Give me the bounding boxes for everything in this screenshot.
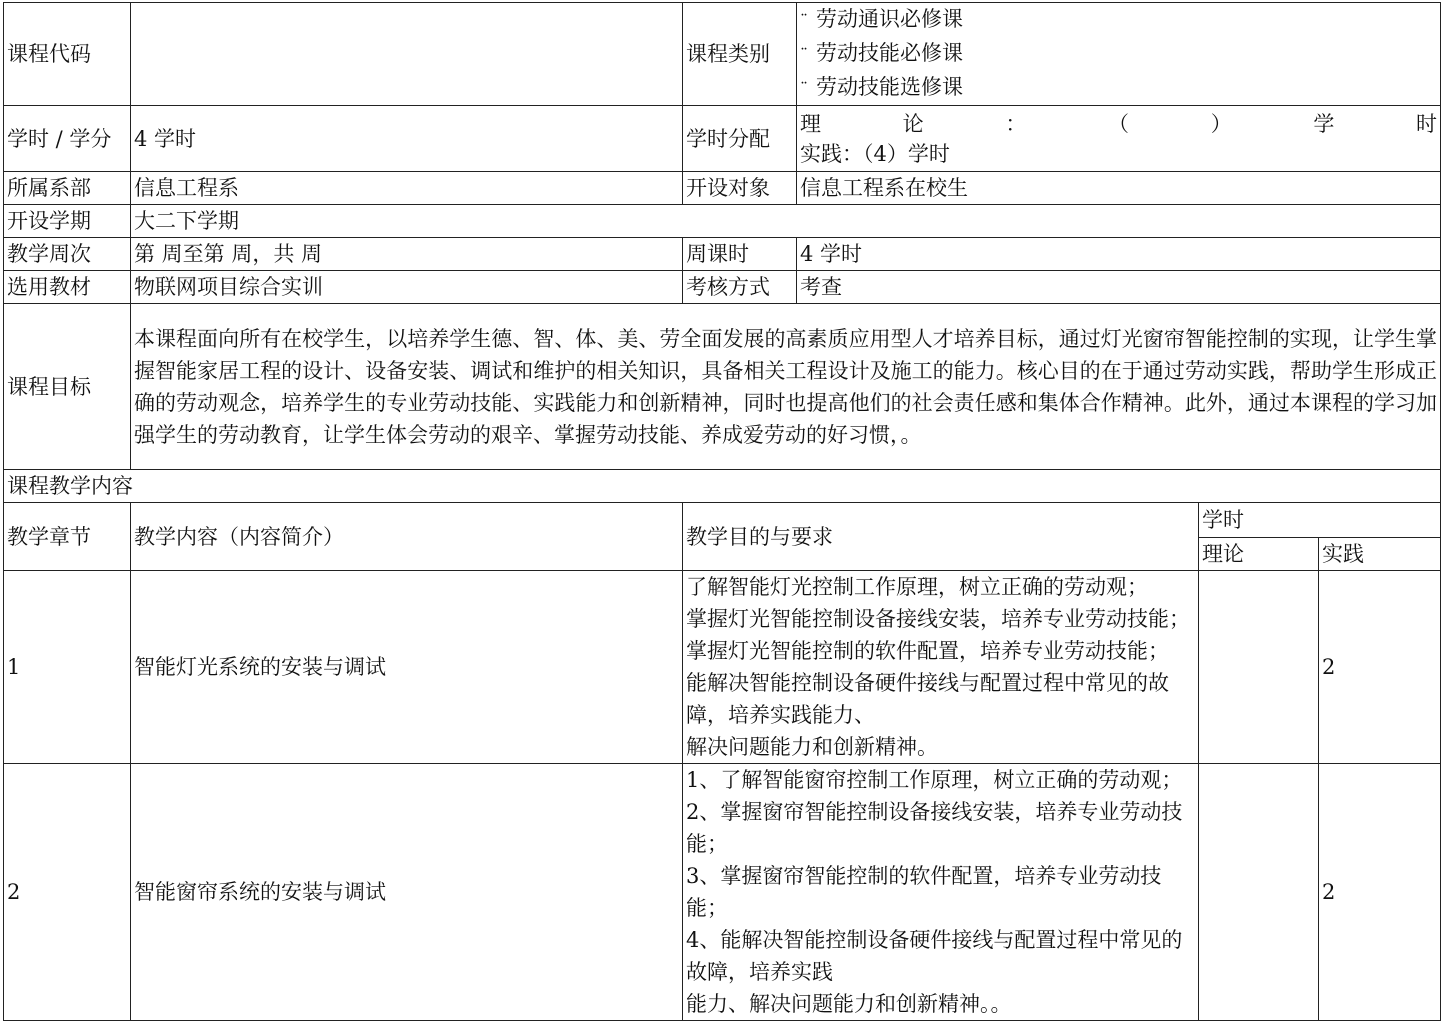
audience-value: 信息工程系在校生	[797, 172, 1441, 205]
hours-dist-label: 学时分配	[683, 106, 797, 172]
textbook-value: 物联网项目综合实训	[131, 271, 683, 304]
checkbox-icon: ¨	[800, 79, 808, 98]
table-row	[4, 571, 1441, 764]
chapter-goals	[683, 764, 1199, 1021]
goal-line: 1、了解智能窗帘控制工作原理，树立正确的劳动观；	[686, 768, 1183, 792]
course-syllabus-document	[3, 2, 1441, 1021]
hours-dist-value	[797, 106, 1441, 172]
goal-line: 4、能解决智能控制设备硬件接线与配置过程中常见的故障，培养实践	[686, 928, 1183, 984]
row-course-objective	[4, 304, 1441, 470]
goal-line: 解决问题能力和创新精神。	[686, 735, 938, 759]
goal-line: 能解决智能控制设备硬件接线与配置过程中常见的故障，培养实践能力、	[686, 671, 1169, 727]
row-hours-credit	[4, 106, 1441, 172]
department-value: 信息工程系	[131, 172, 683, 205]
course-type-label: 课程类别	[683, 3, 797, 106]
chapter-goals	[683, 571, 1199, 764]
header-content: 教学内容（内容简介）	[131, 503, 683, 571]
hours-dist-theory: 理 论 ： （ ） 学 时	[800, 111, 1438, 136]
course-syllabus-table	[3, 2, 1441, 1021]
course-type-option[interactable]: ¨ 劳动技能选修课	[800, 75, 963, 99]
practice-hours: 2	[1319, 571, 1441, 764]
header-chapter: 教学章节	[4, 503, 131, 571]
chapter-number: 1	[4, 571, 131, 764]
row-semester	[4, 205, 1441, 238]
semester-label: 开设学期	[4, 205, 131, 238]
checkbox-icon: ¨	[800, 45, 808, 64]
weekly-hours-label: 周课时	[683, 238, 797, 271]
row-content-section-title	[4, 470, 1441, 503]
goal-line: 3、掌握窗帘智能控制的软件配置，培养专业劳动技能；	[686, 864, 1162, 920]
goal-line: 掌握灯光智能控制设备接线安装，培养专业劳动技能；	[686, 607, 1190, 631]
weeks-value: 第 周至第 周，共 周	[131, 238, 683, 271]
row-department	[4, 172, 1441, 205]
department-label: 所属系部	[4, 172, 131, 205]
chapter-content: 智能窗帘系统的安装与调试	[131, 764, 683, 1021]
weekly-hours-value: 4 学时	[797, 238, 1441, 271]
semester-value: 大二下学期	[131, 205, 1441, 238]
hours-credit-value: 4 学时	[131, 106, 683, 172]
course-code-value	[131, 3, 683, 106]
header-hours: 学时	[1199, 503, 1441, 538]
textbook-label: 选用教材	[4, 271, 131, 304]
course-type-options	[797, 3, 1441, 106]
header-theory: 理论	[1199, 538, 1319, 571]
header-practice: 实践	[1319, 538, 1441, 571]
hours-credit-label: 学时 / 学分	[4, 106, 131, 172]
objective-text: 本课程面向所有在校学生，以培养学生德、智、体、美、劳全面发展的高素质应用型人才培养目标，通过灯光窗帘智能控制的实现，让学生掌握智能家居工程的设计、设备安装、调试和维护的相关知识，具备相关工程设计及施工的能力。核心目的在于通过劳动实践，帮助学生形成正确的劳动观念，培养学生的专业劳动技能、实践能力和创新精神，同时也提高他们的社会责任感和集体合作精神。此外，通过本课程的学习加强学生的劳动教育，让学生体会劳动的艰辛、掌握劳动技能、养成爱劳动的好习惯，。	[131, 304, 1441, 470]
goal-line: 掌握灯光智能控制的软件配置，培养专业劳动技能；	[686, 639, 1169, 663]
practice-hours: 2	[1319, 764, 1441, 1021]
objective-label: 课程目标	[4, 304, 131, 470]
row-course-code	[4, 3, 1441, 106]
weeks-label: 教学周次	[4, 238, 131, 271]
hours-dist-practice: 实践：（4）学时	[800, 141, 950, 166]
theory-hours	[1199, 764, 1319, 1021]
header-goals: 教学目的与要求	[683, 503, 1199, 571]
course-code-label: 课程代码	[4, 3, 131, 106]
content-section-title: 课程教学内容	[4, 470, 1441, 503]
assessment-value: 考查	[797, 271, 1441, 304]
checkbox-icon: ¨	[800, 11, 808, 30]
table-row	[4, 764, 1441, 1021]
assessment-label: 考核方式	[683, 271, 797, 304]
chapter-number: 2	[4, 764, 131, 1021]
audience-label: 开设对象	[683, 172, 797, 205]
goal-line: 了解智能灯光控制工作原理，树立正确的劳动观；	[686, 575, 1148, 599]
course-type-option[interactable]: ¨ 劳动通识必修课	[800, 7, 963, 31]
row-teaching-weeks	[4, 238, 1441, 271]
goal-line: 2、掌握窗帘智能控制设备接线安装，培养专业劳动技能；	[686, 800, 1183, 856]
goal-line: 能力、解决问题能力和创新精神。。	[686, 992, 1012, 1016]
chapter-content: 智能灯光系统的安装与调试	[131, 571, 683, 764]
theory-hours	[1199, 571, 1319, 764]
course-type-option[interactable]: ¨ 劳动技能必修课	[800, 41, 963, 65]
content-table-header-row	[4, 503, 1441, 538]
row-textbook	[4, 271, 1441, 304]
